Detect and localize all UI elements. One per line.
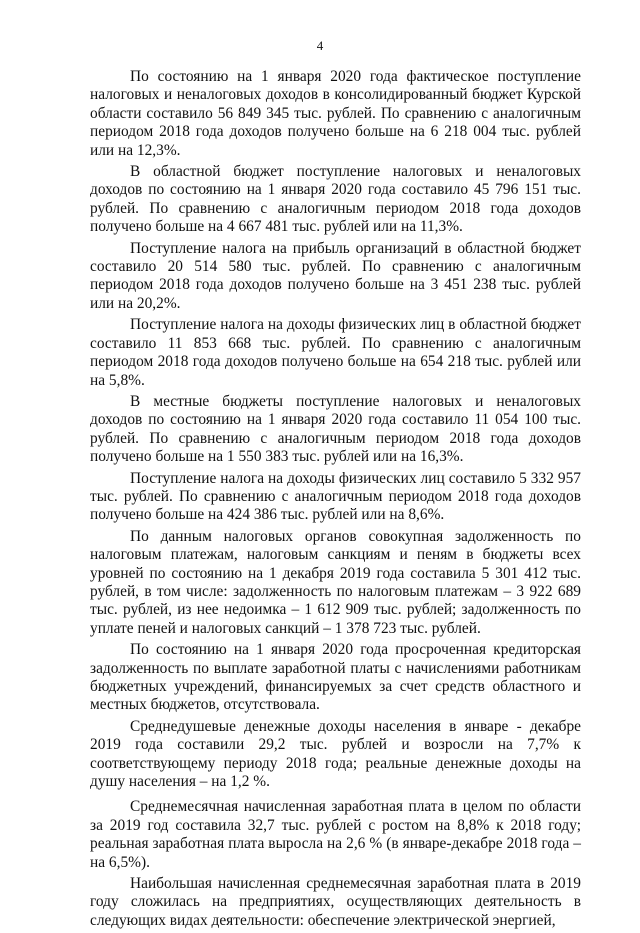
paragraph-profit-tax: Поступление налога на прибыль организаций в областной бюджет составило 20 514 580 тыс. рублей. По сравнению с аналогичным периодом 2018 года доходов получено больше на 3 451 238 тыс. рублей или на 20,2%. <box>90 239 581 312</box>
paragraph-highest-wage-sectors: Наибольшая начисленная среднемесячная заработная плата в 2019 году сложилась на предприятиях, осуществляющих деятельность в следующих видах деятельности: обеспечение электрической энергией, <box>90 875 581 929</box>
paragraph-tax-arrears: По данным налоговых органов совокупная задолженность по налоговым платежам, налоговым санкциям и пеням в бюджеты всех уровней по состоянию на 1 декабря 2019 года составила 5 301 412 тыс. рублей, в том числе: задолженность по налоговым платежам – 3 922 689 тыс. рублей, из нее недоимка – 1 612 909 тыс. рублей; задолженность по уплате пеней и налоговых санкций – 1 378 723 тыс. рублей. <box>90 527 581 637</box>
paragraph-income-tax-regional: Поступление налога на доходы физических лиц в областной бюджет составило 11 853 668 тыс. рублей. По сравнению с аналогичным периодом 2018 года доходов получено больше на 654 218 тыс. рублей или на 5,8%. <box>90 316 581 389</box>
paragraph-income-tax-local: Поступление налога на доходы физических лиц составило 5 332 957 тыс. рублей. По сравнению с аналогичным периодом 2018 года доходов получено больше на 424 386 тыс. рублей или на 8,6%. <box>90 469 581 524</box>
paragraph-local-budget-revenue: В местные бюджеты поступление налоговых и неналоговых доходов по состоянию на 1 января 2020 года составило 11 054 100 тыс. рублей. По сравнению с аналогичным периодом 2018 года доходов получено больше на 1 550 383 тыс. рублей или на 16,3%. <box>90 392 581 466</box>
paragraph-regional-budget-revenue: В областной бюджет поступление налоговых и неналоговых доходов по состоянию на 1 января 2020 года составило 45 796 151 тыс. рублей. По сравнению с аналогичным периодом 2018 года доходов получено больше на 4 667 481 тыс. рублей или на 11,3%. <box>90 163 581 236</box>
paragraph-per-capita-income: Среднедушевые денежные доходы населения в январе - декабре 2019 года составили 29,2 тыс. рублей и возросли на 7,7% к соответствующему периоду 2018 года; реальные денежные доходы на душу населения – на 1,2 %. <box>90 717 581 791</box>
paragraph-average-wage: Среднемесячная начисленная заработная плата в целом по области за 2019 год составила 32,7 тыс. рублей с ростом на 8,8% к 2018 году; реальная заработная плата выросла на 2,6 % (в январе-декабре 2018 года – на 6,5%). <box>90 798 581 871</box>
page-number: 4 <box>316 38 324 53</box>
paragraph-wage-arrears: По состоянию на 1 января 2020 года просроченная кредиторская задолженность по выплате заработной платы с начислениями работникам бюджетных учреждений, финансируемых за счет средств областного и местных бюджетов, отсутствовала. <box>90 641 581 714</box>
document-body <box>90 68 581 933</box>
paragraph-consolidated-budget-revenue: По состоянию на 1 января 2020 года фактическое поступление налоговых и неналоговых доходов в консолидированный бюджет Курской области составило 56 849 345 тыс. рублей. По сравнению с аналогичным периодом 2018 года доходов получено больше на 6 218 004 тыс. рублей или на 12,3%. <box>90 68 581 159</box>
